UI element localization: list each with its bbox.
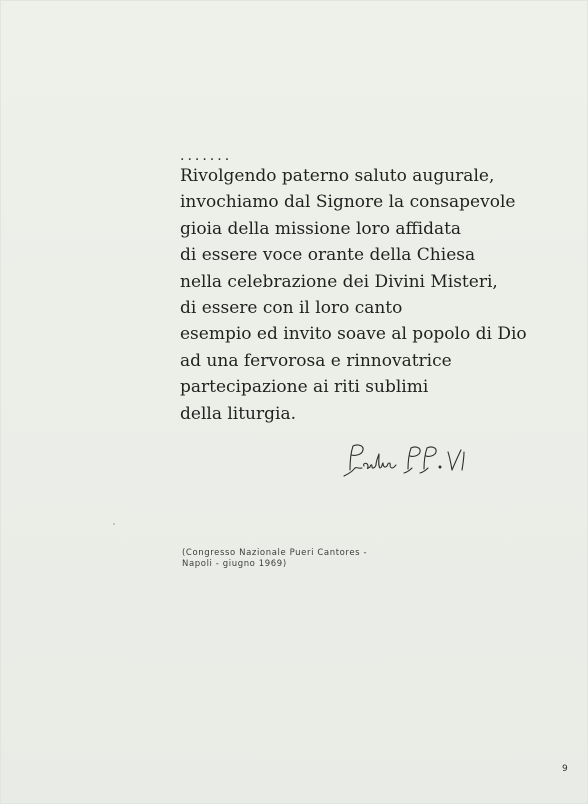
scan-speck <box>113 523 115 525</box>
quotation-line-9: partecipazione ai riti sublimi <box>180 377 429 398</box>
quotation-line-2: invochiamo dal Signore la consapevole <box>180 192 516 213</box>
page-number: 9 <box>562 764 568 774</box>
quotation-line-6: di essere con il loro canto <box>180 298 403 319</box>
quotation-line-4: di essere voce orante della Chiesa <box>180 245 476 266</box>
quotation-line-8: ad una fervorosa e rinnovatrice <box>180 350 452 371</box>
source-caption <box>182 548 402 570</box>
quotation-line-5: nella celebrazione dei Divini Misteri, <box>180 271 498 292</box>
quotation-line-7: esempio ed invito soave al popolo di Dio <box>180 324 527 345</box>
quotation-line-3: gioia della missione loro affidata <box>180 218 462 239</box>
caption-line-2: Napoli - giugno 1969) <box>182 559 287 569</box>
quotation-line-1: Rivolgendo paterno saluto augurale, <box>180 166 495 186</box>
handwritten-signature <box>340 436 470 484</box>
quotation-text <box>180 163 580 427</box>
caption-line-1: (Congresso Nazionale Pueri Cantores - <box>182 548 368 558</box>
ellipsis-marker: ....... <box>180 148 233 164</box>
quotation-line-10: della liturgia. <box>180 403 296 424</box>
